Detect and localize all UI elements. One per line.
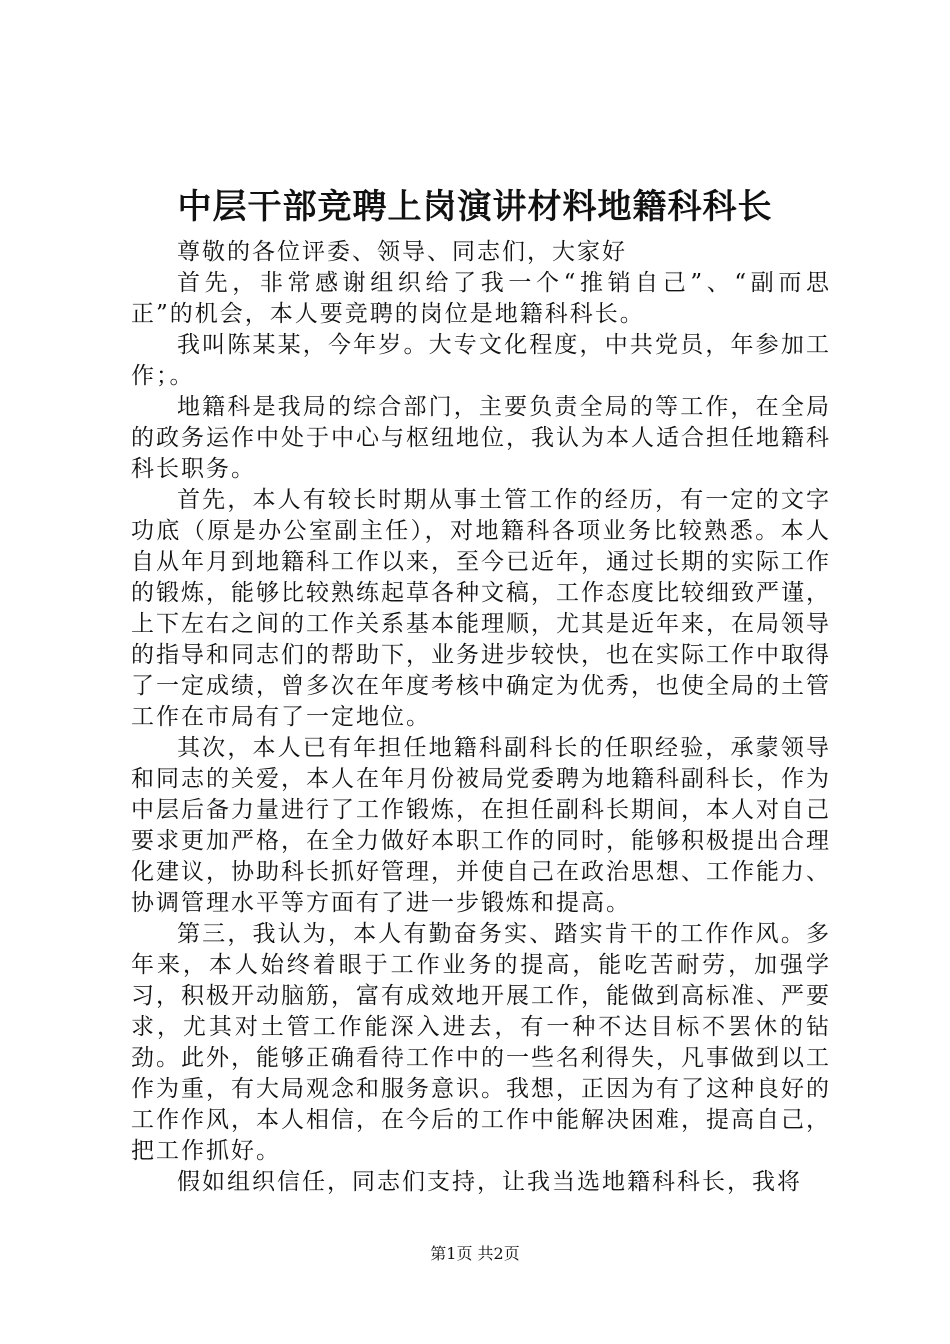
- paragraph-third-reason: 第三，我认为，本人有勤奋务实、踏实肯干的工作作风。多年来，本人始终着眼于工作业务的提高，能吃苦耐劳，加强学习，积极开动脑筋，富有成效地开展工作，能做到高标准、严要求，尤其对土管工作能深入进去，有一种不达目标不罢休的钻劲。此外，能够正确看待工作中的一些名利得失，凡事做到以工作为重，有大局观念和服务意识。我想，正因为有了这种良好的工作作风，本人相信，在今后的工作中能解决困难，提高自己，把工作抓好。: [131, 921, 831, 1164]
- paragraph-closing: 假如组织信任，同志们支持，让我当选地籍科科长，我将: [177, 1169, 802, 1195]
- paragraph-self-intro: 我叫陈某某，今年岁。大专文化程度，中共党员，年参加工作；。: [131, 332, 831, 389]
- paragraph-greeting: 尊敬的各位评委、领导、同志们，大家好: [177, 239, 627, 265]
- document-title: 中层干部竞聘上岗演讲材料地籍科科长: [177, 187, 773, 227]
- paragraph-first-reason: 首先，本人有较长时期从事土管工作的经历，有一定的文字功底（原是办公室副主任），对地籍科各项业务比较熟悉。本人自从年月到地籍科工作以来，至今已近年，通过长期的实际工作的锻炼，能够比较熟练起草各种文稿，工作态度比较细致严谨，上下左右之间的工作关系基本能理顺，尤其是近年来，在局领导的指导和同志们的帮助下，业务进步较快，也在实际工作中取得了一定成绩，曾多次在年度考核中确定为优秀，也使全局的土管工作在市局有了一定地位。: [131, 487, 831, 730]
- paragraph-second-reason: 其次，本人已有年担任地籍科副科长的任职经验，承蒙领导和同志的关爱，本人在年月份被局党委聘为地籍科副科长，作为中层后备力量进行了工作锻炼，在担任副科长期间，本人对自己要求更加严格，在全力做好本职工作的同时，能够积极提出合理化建议，协助科长抓好管理，并使自己在政治思想、工作能力、协调管理水平等方面有了进一步锻炼和提高。: [131, 735, 831, 916]
- paragraph-opening: 首先，非常感谢组织给了我一个“推销自己”、“副而思正”的机会，本人要竞聘的岗位是地籍科科长。: [131, 270, 831, 327]
- paragraph-department: 地籍科是我局的综合部门，主要负责全局的等工作，在全局的政务运作中处于中心与枢纽地位，我认为本人适合担任地籍科科长职务。: [131, 394, 831, 482]
- page-footer: 第1页 共2页: [430, 1244, 520, 1263]
- document-body: [131, 237, 831, 1198]
